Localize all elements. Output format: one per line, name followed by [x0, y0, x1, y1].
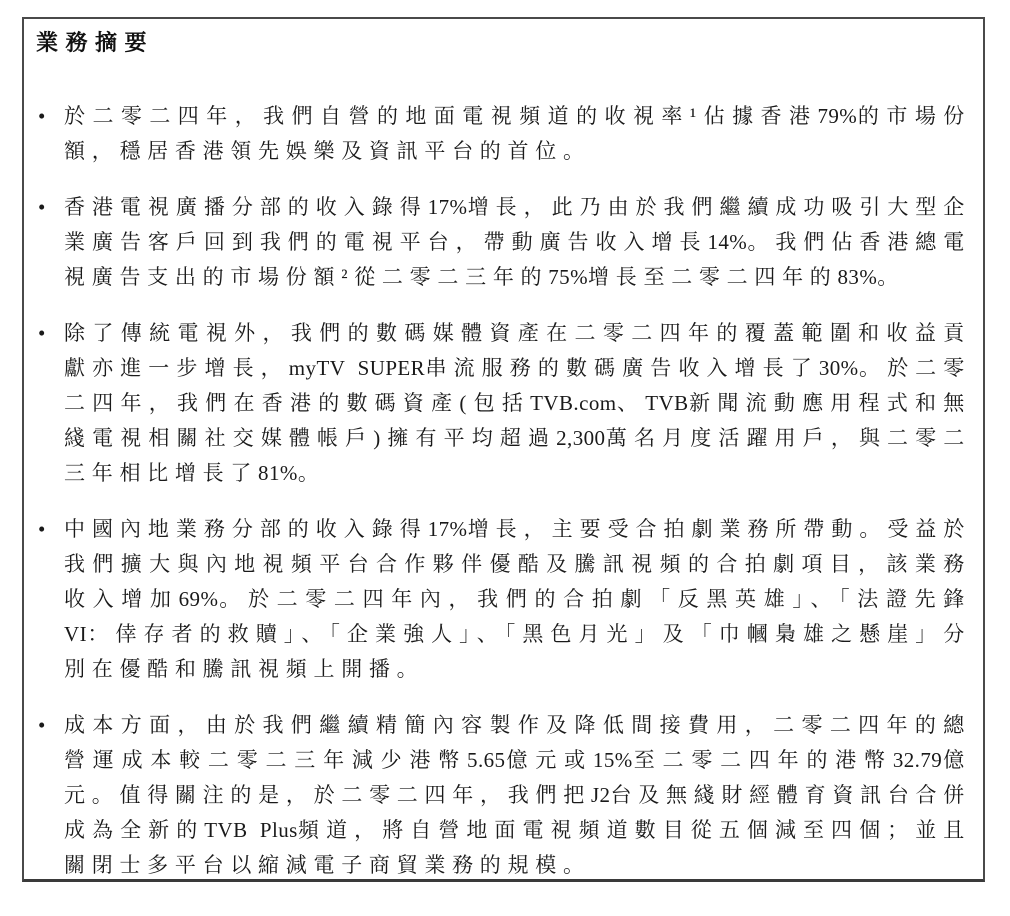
bullet-text: 除了傳統電視外，我們的數碼媒體資產在二零二四年的覆蓋範圍和收益貢獻亦進一步增長，myTV SUPER串流服務的數碼廣告收入增長了30%。於二零二四年，我們在香港的數碼資產(包括TVB.com、TVB新聞流動應用程式和無綫電視相關社交媒體帳戶)擁有平均超過2,300萬名月度活躍用戶，與二零二三年相比增長了81%。	[64, 321, 972, 485]
bullet-text: 於二零二四年，我們自營的地面電視頻道的收視率¹佔據香港79%的市場份額，穩居香港領先娛樂及資訊平台的首位。	[64, 104, 972, 163]
bullet-icon: •	[38, 517, 46, 541]
bullet-text: 中國內地業務分部的收入錄得17%增長，主要受合拍劇業務所帶動。受益於我們擴大與內地視頻平台合作夥伴優酷及騰訊視頻的合拍劇項目，該業務收入增加69%。於二零二四年內，我們的合拍劇「反黑英雄」、「法證先鋒VI：倖存者的救贖」、「企業強人」、「黑色月光」及「巾幗梟雄之懸崖」分別在優酷和騰訊視頻上開播。	[64, 517, 972, 681]
summary-list	[36, 99, 971, 883]
bullet-icon: •	[38, 195, 46, 219]
bullet-icon: •	[38, 104, 46, 128]
bullet-item	[36, 190, 971, 295]
bullet-text: 成本方面，由於我們繼續精簡內容製作及降低間接費用，二零二四年的總營運成本較二零二三年減少港幣5.65億元或15%至二零二四年的港幣32.79億元。值得關注的是，於二零二四年，我們把J2台及無綫財經體育資訊台合併成為全新的TVB Plus頻道，將自營地面電視頻道數目從五個減至四個；並且關閉士多平台以縮減電子商貿業務的規模。	[64, 713, 972, 877]
bullet-icon: •	[38, 321, 46, 345]
bullet-icon: •	[38, 713, 46, 737]
bullet-text: 香港電視廣播分部的收入錄得17%增長，此乃由於我們繼續成功吸引大型企業廣告客戶回到我們的電視平台，帶動廣告收入增長14%。我們佔香港總電視廣告支出的市場份額²從二零二三年的75%增長至二零二四年的83%。	[64, 195, 972, 289]
bullet-item	[36, 99, 971, 169]
business-summary-panel	[22, 17, 985, 882]
bullet-item	[36, 316, 971, 491]
bullet-item	[36, 512, 971, 687]
bullet-item	[36, 708, 971, 883]
section-title: 業務摘要	[36, 30, 154, 55]
